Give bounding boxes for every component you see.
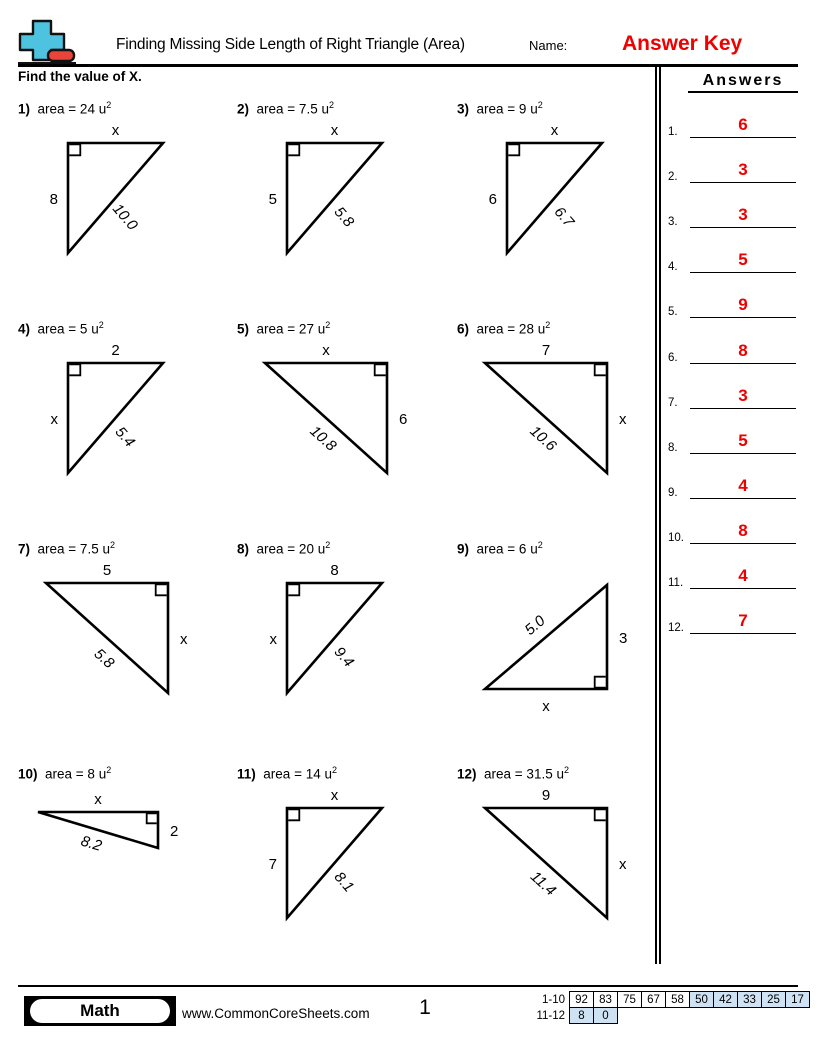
scale-cell: 25 [762, 992, 786, 1008]
scale-cell-empty [690, 1008, 714, 1024]
problem-prompt [237, 540, 452, 557]
svg-text:7: 7 [268, 855, 277, 873]
triangle-figure [457, 341, 672, 506]
scale-cell: 67 [642, 992, 666, 1008]
scale-cell: 75 [618, 992, 642, 1008]
problem-prompt [237, 320, 452, 337]
problem-exponent: 2 [545, 320, 551, 330]
scale-cell: 50 [690, 992, 714, 1008]
scale-cell-empty [642, 1008, 666, 1024]
answer-blank-line [690, 182, 796, 183]
problem-area-text: area = 24 u [37, 101, 107, 117]
problem-area-text: area = 9 u [476, 101, 538, 117]
problem-area-text: area = 7.5 u [37, 541, 110, 557]
problem-item [18, 540, 233, 726]
problem-exponent: 2 [109, 540, 115, 550]
svg-text:5.8: 5.8 [90, 644, 118, 672]
scale-row [530, 992, 810, 1008]
answer-value: 3 [738, 386, 748, 405]
grading-scale [530, 991, 810, 1024]
problem-item [18, 100, 233, 286]
scale-row-label: 1-10 [541, 993, 565, 1006]
problem-number: 4) [18, 321, 31, 337]
header-divider [18, 64, 798, 67]
problem-item [457, 320, 672, 506]
svg-text:x: x [619, 855, 627, 873]
triangle-figure [237, 561, 452, 726]
problem-item [237, 100, 452, 286]
triangle-figure [457, 786, 672, 951]
problem-item [18, 320, 233, 506]
answer-value: 5 [738, 250, 748, 269]
triangle-figure [457, 561, 672, 726]
answer-blank-line [690, 272, 796, 273]
answer-value: 8 [738, 521, 748, 540]
svg-text:5.0: 5.0 [521, 611, 549, 639]
svg-text:6: 6 [399, 410, 408, 428]
problem-number: 10) [18, 766, 38, 782]
problem-number: 8) [237, 541, 250, 557]
problem-number: 5) [237, 321, 250, 337]
problem-prompt [237, 765, 452, 782]
answer-value: 4 [738, 566, 748, 585]
answer-number: 10. [668, 531, 684, 544]
answer-value: 8 [738, 341, 748, 360]
svg-text:10.0: 10.0 [108, 199, 141, 234]
answer-blank-line [690, 498, 796, 499]
problem-number: 7) [18, 541, 31, 557]
scale-cell: 58 [666, 992, 690, 1008]
svg-text:5.4: 5.4 [111, 423, 139, 451]
scale-cell-empty [762, 1008, 786, 1024]
problem-prompt [18, 765, 233, 782]
answer-value: 7 [738, 611, 748, 630]
answer-number: 4. [668, 260, 678, 273]
svg-text:5: 5 [268, 190, 277, 208]
triangle-figure [18, 121, 233, 286]
triangle-figure [237, 121, 452, 286]
problem-prompt [237, 100, 452, 117]
svg-text:x: x [550, 121, 559, 139]
triangle-figure [18, 786, 233, 901]
answer-row [668, 155, 796, 183]
answer-number: 9. [668, 486, 678, 499]
problem-item [237, 540, 452, 726]
problem-number: 3) [457, 101, 470, 117]
svg-text:3: 3 [619, 629, 628, 647]
svg-text:2: 2 [170, 822, 179, 840]
page-number: 1 [419, 996, 431, 1019]
scale-cell: 0 [594, 1008, 618, 1024]
svg-text:11.4: 11.4 [526, 867, 560, 899]
problem-exponent: 2 [537, 540, 543, 550]
svg-text:5: 5 [102, 561, 112, 579]
answer-blank-line [690, 227, 796, 228]
problem-exponent: 2 [331, 765, 337, 775]
svg-text:x: x [269, 630, 277, 648]
answer-value: 3 [738, 160, 748, 179]
svg-text:x: x [619, 410, 627, 428]
problem-area-text: area = 31.5 u [484, 766, 564, 782]
problem-item [457, 540, 672, 726]
answer-number: 5. [668, 305, 678, 318]
problem-number: 6) [457, 321, 470, 337]
problem-area-text: area = 6 u [476, 541, 538, 557]
scale-cell-empty [738, 1008, 762, 1024]
answer-number: 3. [668, 215, 678, 228]
problem-exponent: 2 [563, 765, 569, 775]
svg-text:9.4: 9.4 [330, 643, 358, 671]
answer-row [668, 516, 796, 544]
problem-area-text: area = 5 u [37, 321, 99, 337]
answer-key-value: Answer Key [622, 32, 743, 55]
svg-text:8: 8 [330, 561, 339, 579]
answer-row [668, 606, 796, 634]
answer-blank-line [690, 137, 796, 138]
problem-exponent: 2 [98, 320, 104, 330]
answer-row [668, 336, 796, 364]
answer-blank-line [690, 363, 796, 364]
triangle-figure [18, 561, 233, 726]
problem-number: 1) [18, 101, 31, 117]
problem-number: 2) [237, 101, 250, 117]
problem-item [457, 100, 672, 286]
scale-cell-empty [666, 1008, 690, 1024]
problem-number: 11) [237, 766, 256, 782]
problem-exponent: 2 [325, 540, 331, 550]
scale-cell: 92 [570, 992, 594, 1008]
problem-prompt [457, 100, 672, 117]
triangle-figure [18, 341, 233, 506]
answer-number: 2. [668, 170, 678, 183]
answer-number: 6. [668, 351, 678, 364]
svg-text:x: x [330, 786, 339, 804]
scale-cell-empty [714, 1008, 738, 1024]
scale-cell-empty [786, 1008, 810, 1024]
problem-exponent: 2 [106, 100, 112, 110]
problem-area-text: area = 20 u [256, 541, 326, 557]
problem-item [18, 765, 233, 901]
svg-text:8: 8 [49, 190, 58, 208]
svg-text:10.8: 10.8 [306, 422, 340, 455]
subject-badge-label: Math [30, 999, 170, 1023]
answer-blank-line [690, 408, 796, 409]
answer-row [668, 561, 796, 589]
problem-area-text: area = 7.5 u [256, 101, 329, 117]
answer-row [668, 110, 796, 138]
problem-prompt [18, 320, 233, 337]
svg-text:10.6: 10.6 [526, 422, 560, 455]
problem-prompt [18, 100, 233, 117]
svg-text:x: x [111, 121, 120, 139]
scale-cell: 17 [786, 992, 810, 1008]
problem-area-text: area = 27 u [256, 321, 326, 337]
scale-row [530, 1008, 810, 1024]
answer-value: 9 [738, 295, 748, 314]
answer-number: 7. [668, 396, 678, 409]
answer-blank-line [690, 633, 796, 634]
answer-row [668, 426, 796, 454]
problem-number: 12) [457, 766, 477, 782]
answer-row [668, 381, 796, 409]
problem-exponent: 2 [106, 765, 112, 775]
svg-text:x: x [50, 410, 58, 428]
problem-prompt [18, 540, 233, 557]
svg-text:7: 7 [541, 341, 551, 359]
svg-text:9: 9 [541, 786, 551, 804]
page-title: Finding Missing Side Length of Right Triangle (Area) [116, 36, 465, 53]
problem-area-text: area = 28 u [476, 321, 546, 337]
svg-text:x: x [94, 790, 102, 808]
problem-area-text: area = 8 u [45, 766, 107, 782]
problem-exponent: 2 [325, 320, 331, 330]
plus-minus-logo-icon [18, 18, 76, 66]
svg-text:x: x [330, 121, 339, 139]
answer-number: 12. [668, 621, 684, 634]
problem-prompt [457, 765, 672, 782]
svg-text:x: x [542, 697, 550, 715]
answer-row [668, 245, 796, 273]
scale-cell: 83 [594, 992, 618, 1008]
svg-text:8.1: 8.1 [330, 868, 358, 896]
answer-value: 6 [738, 115, 748, 134]
answer-row [668, 471, 796, 499]
answer-value: 3 [738, 205, 748, 224]
scale-cell: 33 [738, 992, 762, 1008]
website-url: www.CommonCoreSheets.com [182, 1006, 370, 1021]
answer-blank-line [690, 588, 796, 589]
footer-divider [18, 985, 798, 987]
answers-heading: Answers [688, 72, 798, 93]
answer-number: 8. [668, 441, 678, 454]
triangle-figure [237, 786, 452, 951]
svg-text:6: 6 [488, 190, 497, 208]
problem-item [237, 765, 452, 951]
name-label: Name: [529, 38, 568, 53]
problem-prompt [457, 320, 672, 337]
triangle-figure [457, 121, 672, 286]
svg-text:8.2: 8.2 [78, 832, 104, 855]
svg-text:x: x [322, 341, 330, 359]
answer-value: 4 [738, 476, 748, 495]
problem-exponent: 2 [537, 100, 543, 110]
answer-blank-line [690, 543, 796, 544]
scale-cell: 8 [570, 1008, 594, 1024]
answer-blank-line [690, 317, 796, 318]
problem-item [237, 320, 452, 506]
svg-text:2: 2 [111, 341, 120, 359]
scale-cell-empty [618, 1008, 642, 1024]
answer-row [668, 200, 796, 228]
answer-number: 1. [668, 125, 678, 138]
problem-exponent: 2 [328, 100, 334, 110]
subject-badge [24, 996, 176, 1026]
svg-text:6.7: 6.7 [550, 203, 578, 231]
answer-value: 5 [738, 431, 748, 450]
answer-number: 11. [668, 576, 684, 589]
problem-area-text: area = 14 u [263, 766, 332, 782]
scale-cell: 42 [714, 992, 738, 1008]
problem-item [457, 765, 672, 951]
scale-row-label: 11-12 [536, 1009, 565, 1022]
triangle-figure [237, 341, 452, 506]
problem-number: 9) [457, 541, 470, 557]
problem-prompt [457, 540, 672, 557]
answer-row [668, 290, 796, 318]
svg-text:x: x [180, 630, 188, 648]
answer-blank-line [690, 453, 796, 454]
instruction-text: Find the value of X. [18, 69, 142, 84]
svg-text:5.8: 5.8 [330, 203, 358, 231]
